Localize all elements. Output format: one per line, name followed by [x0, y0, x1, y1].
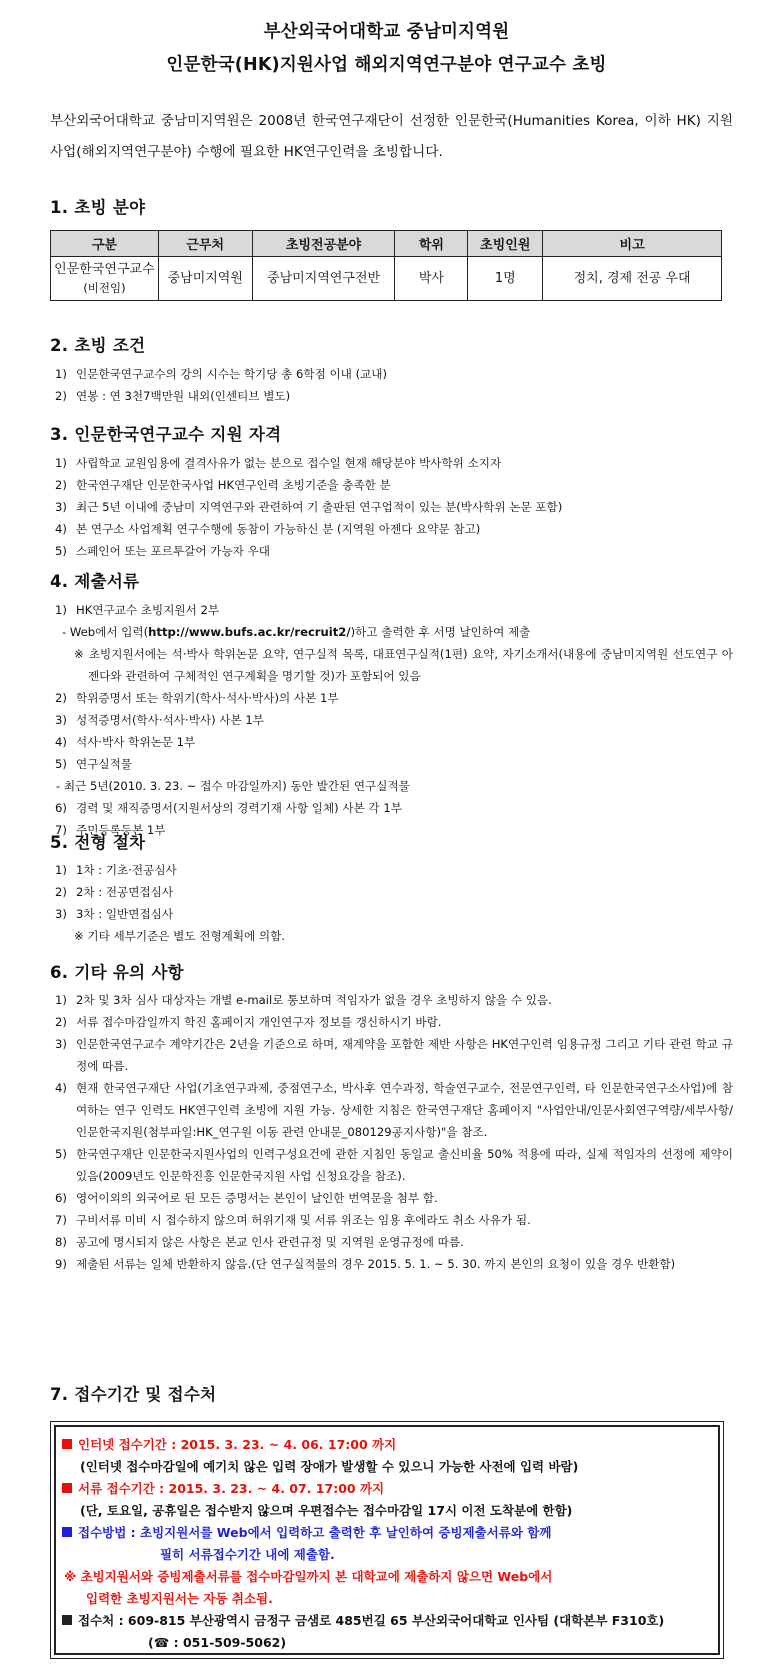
- table-header-cell: 근무처: [158, 231, 252, 257]
- list-item: 2) 한국연구재단 인문한국사업 HK연구인력 초빙기준을 충족한 분: [55, 478, 391, 492]
- list-item: 7) 구비서류 미비 시 접수하지 않으며 허위기재 및 서류 위조는 임용 후에라도 취소 사유가 됨.: [55, 1213, 531, 1227]
- section-notes: [50, 961, 733, 1275]
- list-item: 9) 제출된 서류는 일체 반환하지 않음.(단 연구실적물의 경우 2015. 5. 1. ~ 5. 30. 까지 본인의 요청이 있을 경우 반환함): [55, 1257, 676, 1271]
- contact-phone: (☎ : 051-509-5062): [148, 1635, 287, 1650]
- list-item: 2) 서류 접수마감일까지 학진 홈페이지 개인연구자 정보를 갱신하시기 바람.: [55, 1015, 442, 1029]
- list-item: 5) 연구실적물 - 최근 5년(2010. 3. 23. ~ 접수 마감일까지) 동안 발간된 연구실적물: [50, 753, 733, 797]
- table-row: [51, 257, 722, 301]
- qualifications-list: [50, 452, 733, 562]
- list-item: 1) 1차 : 기초·전공심사: [55, 863, 177, 877]
- section-recruit-field: [50, 196, 722, 301]
- cancellation-warning-cont: 입력한 초빙지원서는 자동 취소됨.: [86, 1591, 273, 1606]
- list-item: 5) 스페인어 또는 포르투갈어 가능자 우대: [55, 544, 270, 558]
- list-item: 1) 인문한국연구교수의 강의 시수는 학기당 총 6학점 이내 (교내): [55, 367, 388, 381]
- notes-list: [50, 989, 733, 1275]
- submission-method-cont: 필히 서류접수기간 내에 제출함.: [160, 1547, 335, 1562]
- document-title: [0, 16, 773, 82]
- table-cell-field: 중남미지역연구전반: [252, 257, 395, 301]
- list-item: 4) 현재 한국연구재단 사업(기초연구과제, 중점연구소, 박사후 연수과정, 학술연구교수, 전문연구인력, 타 인문한국연구소사업)에 참여하는 연구 인력도 HK연구인력 초빙에 지원 가능. 상세한 지침은 한국연구재단 홈페이지 "사업안내/인문사회연구역량/세부사항/인문한국지원(첨부파일:HK_연구원 이동 관련 안내문_080129공지사항)"을 참조.: [55, 1081, 733, 1139]
- category-text: 인문한국연구교수: [54, 261, 155, 277]
- research-period-note: - 최근 5년(2010. 3. 23. ~ 접수 마감일까지) 동안 발간된 연구실적물: [56, 779, 410, 793]
- list-item: 2) 2차 : 전공면접심사: [55, 885, 174, 899]
- table-header-cell: 비고: [543, 231, 722, 257]
- black-square-icon: [62, 1615, 72, 1625]
- list-item: 3) 최근 5년 이내에 중남미 지역연구와 관련하여 기 출판된 연구업적이 있는 분(박사학위 논문 포함): [55, 500, 563, 514]
- submission-place: 접수처 : 609-815 부산광역시 금정구 금샘로 485번길 65 부산외국어대학교 인사팀 (대학본부 F310호): [62, 1611, 664, 1631]
- list-item: 1) 2차 및 3차 심사 대상자는 개별 e-mail로 통보하며 적임자가 없을 경우 초빙하지 않을 수 있음.: [55, 993, 552, 1007]
- list-item: 8) 공고에 명시되지 않은 사항은 본교 인사 관련규정 및 지역원 운영규정에 따름.: [55, 1235, 464, 1249]
- documents-list: [50, 599, 733, 841]
- list-item: 2) 연봉 : 연 3천7백만원 내외(인센티브 별도): [55, 389, 291, 403]
- web-input-instruction: - Web에서 입력(http://www.bufs.ac.kr/recruit2/)하고 출력한 후 서명 날인하여 제출: [62, 625, 531, 639]
- red-square-icon: [62, 1439, 72, 1449]
- cancellation-warning: ※ 초빙지원서와 증빙제출서류를 접수마감일까지 본 대학교에 제출하지 않으면 Web에서: [64, 1569, 553, 1584]
- list-item: 3) 3차 : 일반면접심사: [55, 907, 174, 921]
- list-item: 4) 본 연구소 사업계획 연구수행에 동참이 가능하신 분 (지역원 아젠다 요약문 참고): [55, 522, 481, 536]
- paper-period-note: (단, 토요일, 공휴일은 접수받지 않으며 우편접수는 접수마감일 17시 이전 도착분에 한함): [80, 1503, 573, 1518]
- recruit-table: [50, 230, 722, 301]
- list-item: 7) 주민등록등본 1부: [55, 823, 166, 837]
- table-header-cell: 초빙인원: [468, 231, 543, 257]
- section-title: 3. 인문한국연구교수 지원 자격: [50, 425, 282, 444]
- process-note: ※ 기타 세부기준은 별도 전형계획에 의함.: [74, 929, 286, 943]
- recruit-url-link[interactable]: http://www.bufs.ac.kr/recruit2/: [148, 625, 351, 639]
- submission-method: 접수방법 : 초빙지원서를 Web에서 입력하고 출력한 후 날인하여 증빙제출서류와 함께: [62, 1523, 551, 1543]
- table-cell-remark: 정치, 경제 전공 우대: [543, 257, 722, 301]
- internet-period-note: (인터넷 접수마감일에 예기치 않은 입력 장애가 발생할 수 있으니 가능한 사전에 입력 바람): [80, 1459, 579, 1474]
- table-header-row: [51, 231, 722, 257]
- list-item: 4) 석사·박사 학위논문 1부: [55, 735, 196, 749]
- table-header-cell: 구분: [51, 231, 159, 257]
- list-item: 2) 학위증명서 또는 학위기(학사·석사·박사)의 사본 1부: [55, 691, 339, 705]
- table-header-cell: 학위: [395, 231, 468, 257]
- section-title: 2. 초빙 조건: [50, 336, 146, 355]
- title-line-2: 인문한국(HK)지원사업 해외지역연구분야 연구교수 초빙: [166, 55, 607, 75]
- table-cell-degree: 박사: [395, 257, 468, 301]
- list-item: 3) 인문한국연구교수 계약기간은 2년을 기준으로 하며, 재계약을 포함한 제반 사항은 HK연구인력 임용규정 그리고 기타 관련 학교 규정에 따름.: [55, 1037, 733, 1073]
- list-item: 1) 사립학교 교원임용에 결격사유가 없는 분으로 접수일 현재 해당분야 박사학위 소지자: [55, 456, 502, 470]
- category-note: (비전임): [83, 280, 126, 295]
- internet-period: 인터넷 접수기간 : 2015. 3. 23. ~ 4. 06. 17:00 까지: [62, 1435, 396, 1455]
- table-cell-workplace: 중남미지역원: [158, 257, 252, 301]
- conditions-list: [50, 363, 733, 407]
- list-item: 6) 영어이외의 외국어로 된 모든 증명서는 본인이 날인한 번역문을 첨부 함.: [55, 1191, 438, 1205]
- section-selection-process: [50, 831, 733, 947]
- application-note: ※ 초빙지원서에는 석·박사 학위논문 요약, 연구실적 목록, 대표연구실적(1편) 요약, 자기소개서(내용에 중남미지역원 선도연구 아젠다와 관련하여 구체적인 연구계획을 명기할 것)가 포함되어 있음: [74, 647, 733, 683]
- red-square-icon: [62, 1483, 72, 1493]
- section-title: 5. 전형 절차: [50, 833, 146, 852]
- table-header-cell: 초빙전공분야: [252, 231, 395, 257]
- section-title: 7. 접수기간 및 접수처: [50, 1385, 217, 1404]
- intro-paragraph: 부산외국어대학교 중남미지역원은 2008년 한국연구재단이 선정한 인문한국(Humanities Korea, 이하 HK) 지원사업(해외지역연구분야) 수행에 필요한 HK연구인력을 초빙합니다.: [50, 113, 733, 160]
- process-list: [50, 859, 733, 925]
- title-line-1: 부산외국어대학교 중남미지역원: [263, 22, 510, 42]
- section-title: 6. 기타 유의 사항: [50, 963, 184, 982]
- table-cell-count: 1명: [468, 257, 543, 301]
- paper-period: 서류 접수기간 : 2015. 3. 23. ~ 4. 07. 17:00 까지: [62, 1479, 384, 1499]
- application-info-box: [50, 1421, 724, 1659]
- list-item: 3) 성적증명서(학사·석사·박사) 사본 1부: [55, 713, 264, 727]
- section-qualifications: [50, 423, 733, 562]
- table-cell-category: [51, 257, 159, 301]
- section-application-info: [50, 1383, 216, 1407]
- list-item: 6) 경력 및 재직증명서(지원서상의 경력기재 사항 일체) 사본 각 1부: [55, 801, 402, 815]
- blue-square-icon: [62, 1527, 72, 1537]
- list-item: 5) 한국연구재단 인문한국지원사업의 인력구성요건에 관한 지침인 동일교 출신비율 50% 적용에 따라, 실제 적임자의 선정에 제약이 있음(2009년도 인문학진흥 인문한국지원 사업 신청요강을 참조).: [55, 1147, 733, 1183]
- application-info-inner: [54, 1425, 720, 1655]
- section-documents: [50, 570, 733, 841]
- list-item: 1) HK연구교수 초빙지원서 2부 - Web에서 입력(http://www.bufs.ac.kr/recruit2/)하고 출력한 후 서명 날인하여 제출 ※ 초빙지원서에는 석·박사 학위논문 요약, 연구실적 목록, 대표연구실적(1편) 요약, 자기소개서(내용에 중남미지역원 선도연구 아젠다와 관련하여 구체적인 연구계획을 명기할 것)가 포함되어 있음: [50, 599, 733, 687]
- section-title: 1. 초빙 분야: [50, 198, 146, 217]
- section-conditions: [50, 334, 733, 407]
- section-title: 4. 제출서류: [50, 572, 140, 591]
